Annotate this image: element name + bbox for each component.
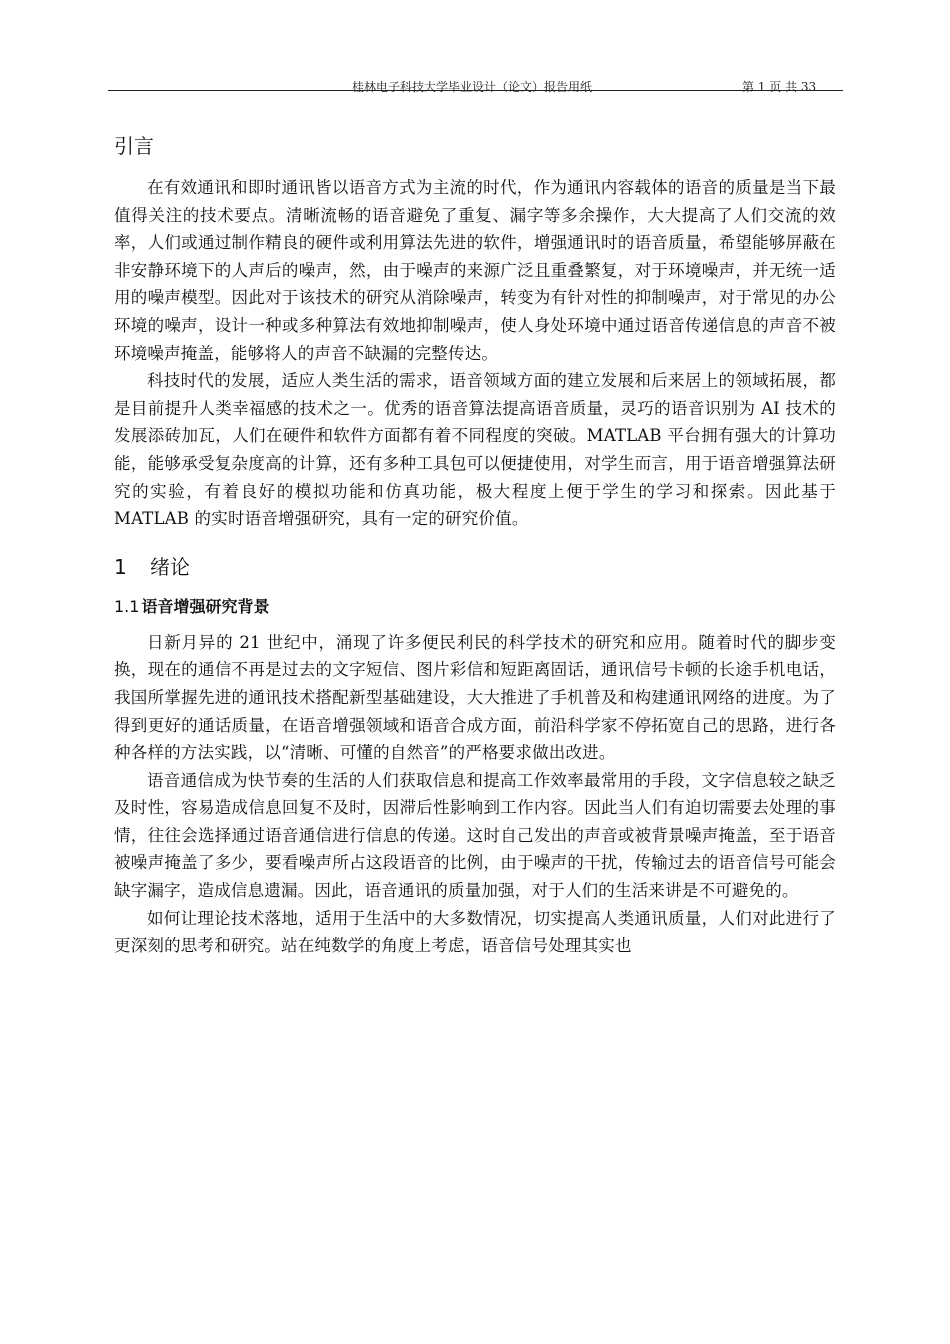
intro-paragraph-2: 科技时代的发展，适应人类生活的需求，语音领域方面的建立发展和后来居上的领域拓展，都是目前提升人类幸福感的技术之一。优秀的语音算法提高语音质量，灵巧的语音识别为 AI 技术的发展添砖加瓦，人们在硬件和软件方面都有着不同程度的突破。MATLAB 平台拥有强大的计算功能，能够承受复杂度高的计算，还有多种工具包可以便捷使用，对学生而言，用于语音增强算法研究的实验，有着良好的模拟功能和仿真功能，极大程度上便于学生的学习和探索。因此基于 MATLAB 的实时语音增强研究，具有一定的研究价值。: [114, 371, 836, 529]
header-title: 桂林电子科技大学毕业设计（论文）报告用纸: [352, 80, 593, 94]
section-title: 语音增强研究背景: [141, 596, 270, 616]
section-heading: [114, 595, 836, 619]
header-rule: [108, 90, 843, 91]
section-number: 1.1: [114, 596, 140, 616]
section-paragraph-1: 日新月异的 21 世纪中，涌现了许多便民利民的科学技术的研究和应用。随着时代的脚步变换，现在的通信不再是过去的文字短信、图片彩信和短距离固话，通讯信号卡顿的长途手机电话，我国所掌握先进的通讯技术搭配新型基础建设，大大推进了手机普及和构建通讯网络的进度。为了得到更好的通话质量，在语音增强领域和语音合成方面，前沿科学家不停拓宽自己的思路，进行各种各样的方法实践，以“清晰、可懂的自然音”的严格要求做出改进。: [114, 632, 836, 763]
chapter-heading: [114, 553, 836, 581]
header-page-number: 第 1 页 共 33: [742, 80, 817, 94]
section-paragraph-3: 如何让理论技术落地，适用于生活中的大多数情况，切实提高人类通讯质量，人们对此进行了更深刻的思考和研究。站在纯数学的角度上考虑，语音信号处理其实也: [114, 908, 836, 956]
document-body: [114, 124, 836, 960]
intro-paragraph-1: 在有效通讯和即时通讯皆以语音方式为主流的时代，作为通讯内容载体的语音的质量是当下最值得关注的技术要点。清晰流畅的语音避免了重复、漏字等多余操作，大大提高了人们交流的效率，人们或通过制作精良的硬件或利用算法先进的软件，增强通讯时的语音质量，希望能够屏蔽在非安静环境下的人声后的噪声，然，由于噪声的来源广泛且重叠繁复，对于环境噪声，并无统一适用的噪声模型。因此对于该技术的研究从消除噪声，转变为有针对性的抑制噪声，对于常见的办公环境的噪声，设计一种或多种算法有效地抑制噪声，使人身处环境中通过语音传递信息的声音不被环境噪声掩盖，能够将人的声音不缺漏的完整传达。: [114, 178, 836, 363]
intro-heading: 引言: [114, 134, 154, 158]
chapter-number: 1: [114, 554, 127, 579]
chapter-title: 绪论: [150, 554, 190, 579]
section-paragraph-2: 语音通信成为快节奏的生活的人们获取信息和提高工作效率最常用的手段，文字信息较之缺乏及时性，容易造成信息回复不及时，因滞后性影响到工作内容。因此当人们有迫切需要去处理的事情，往往会选择通过语音通信进行信息的传递。这时自己发出的声音或被背景噪声掩盖，至于语音被噪声掩盖了多少，要看噪声所占这段语音的比例，由于噪声的干扰，传输过去的语音信号可能会缺字漏字，造成信息遗漏。因此，语音通讯的质量加强，对于人们的生活来讲是不可避免的。: [114, 770, 836, 901]
